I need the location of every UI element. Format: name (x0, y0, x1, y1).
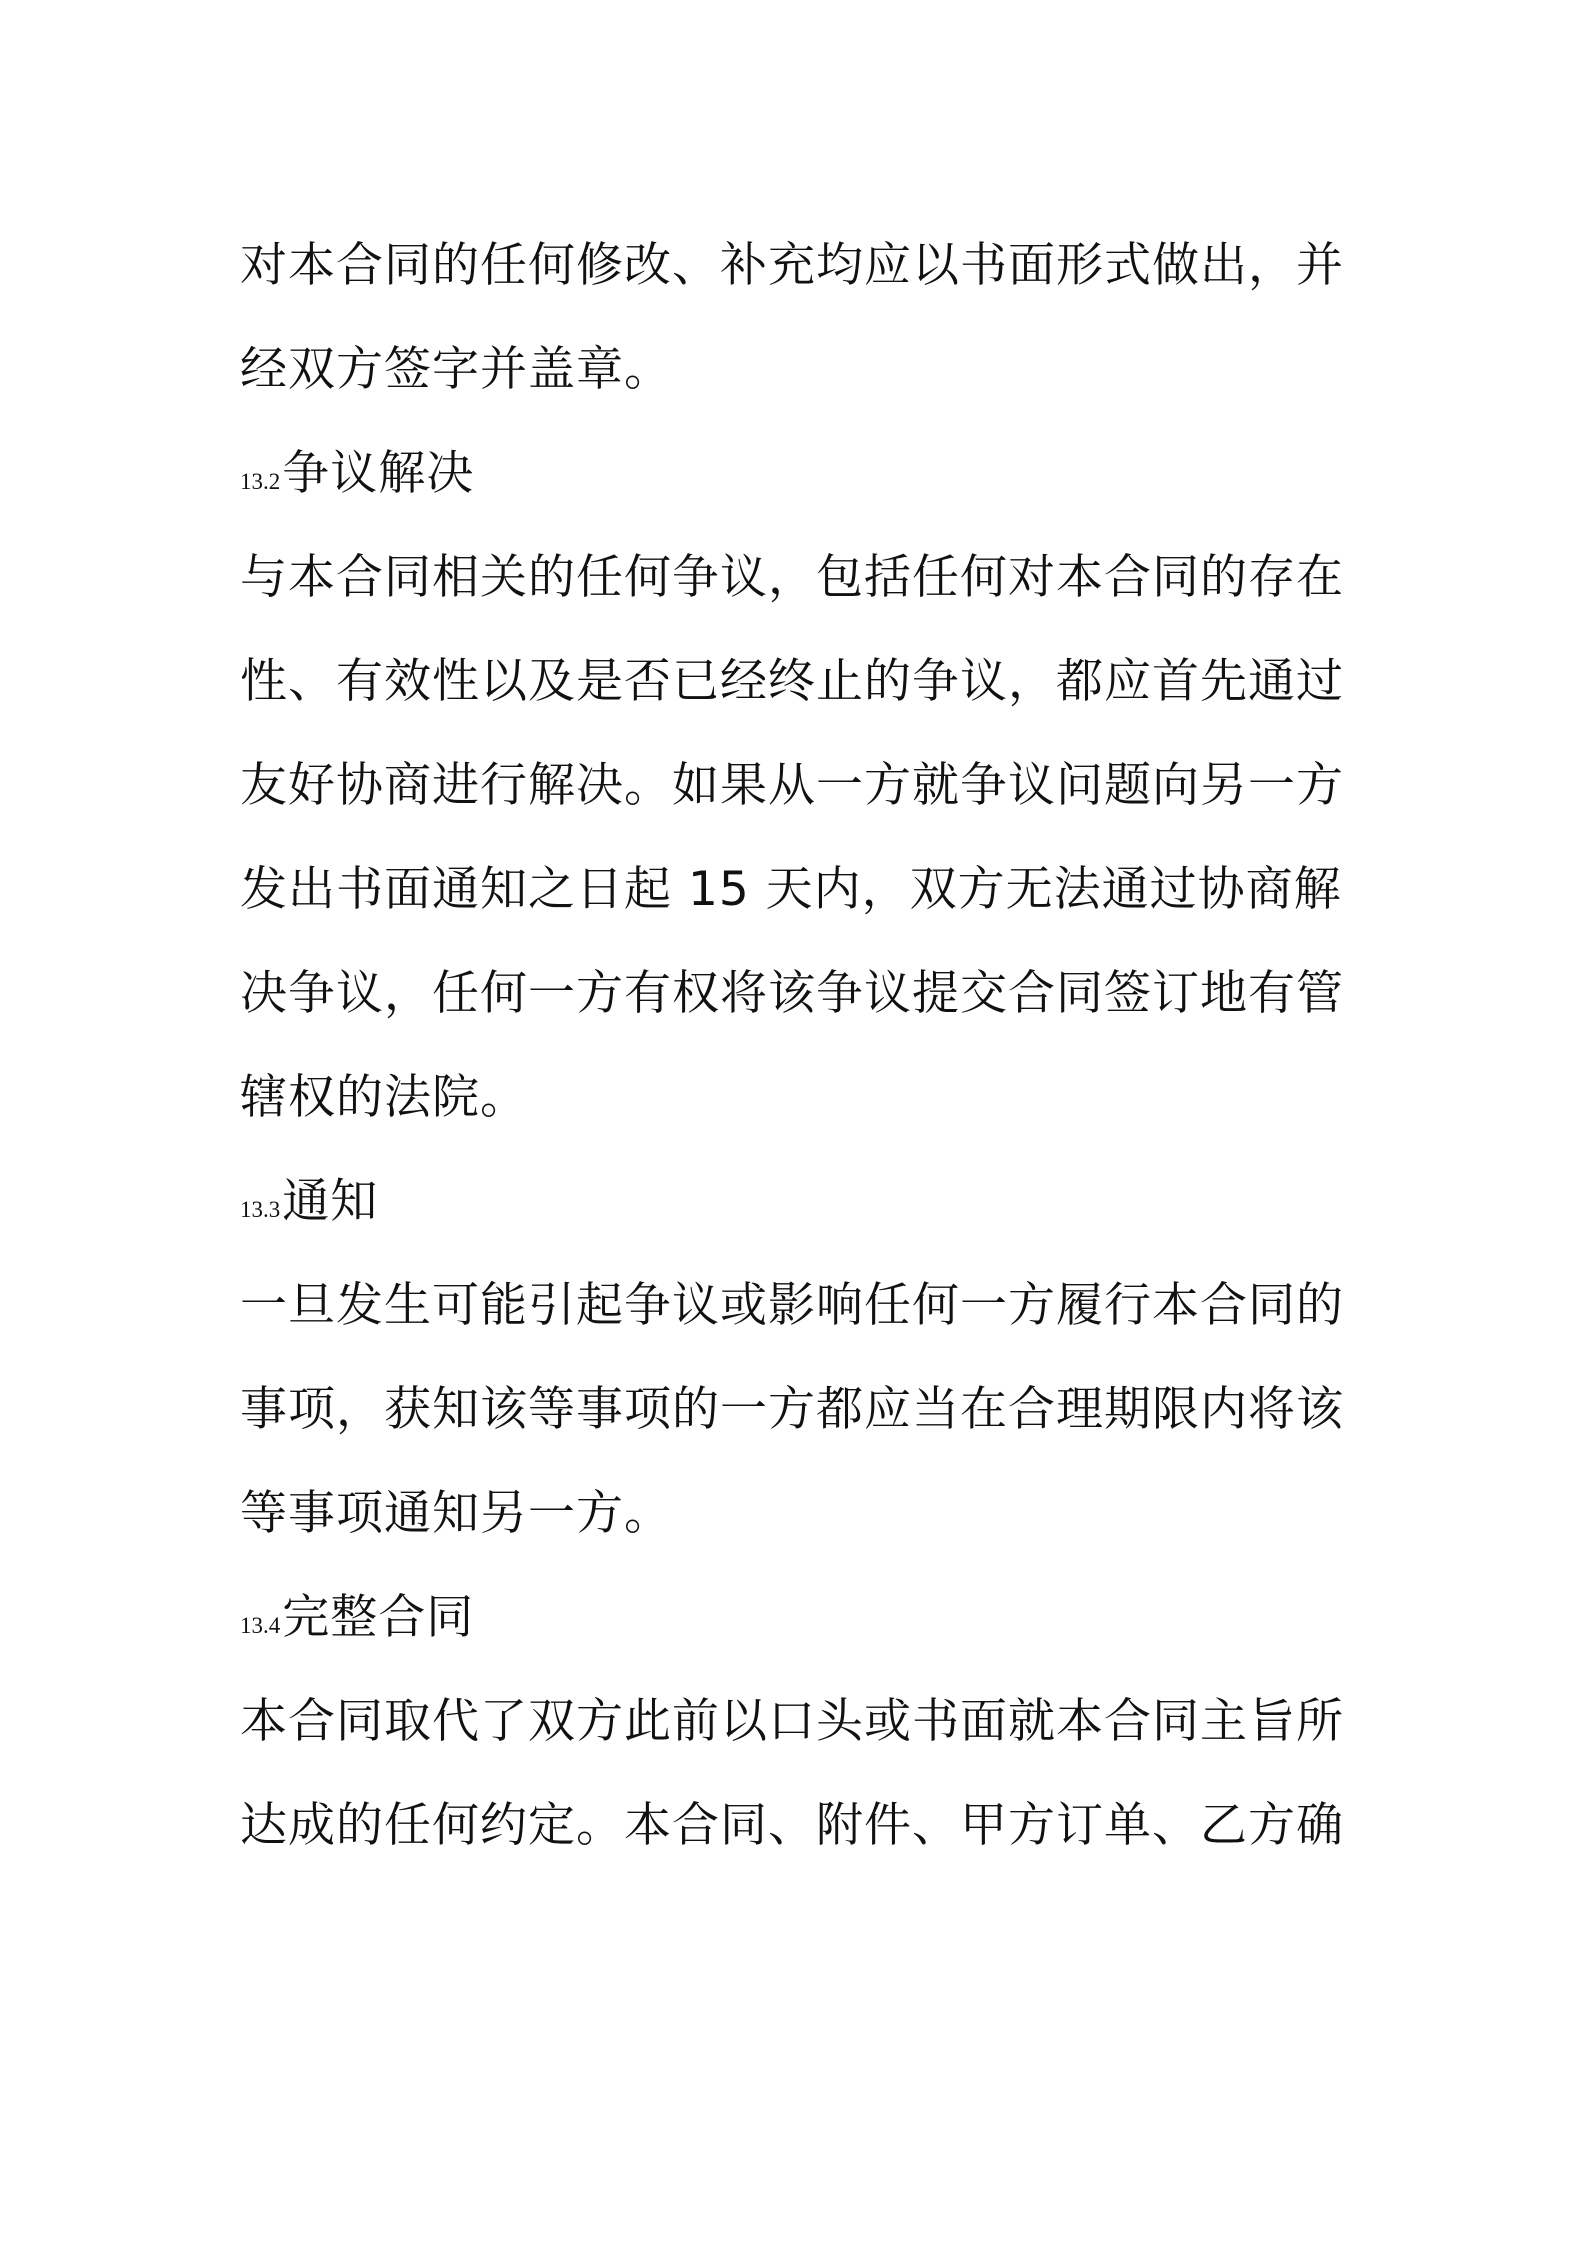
section-paragraph-entire-agreement (240, 1670, 1360, 1878)
paragraph-line: 发出书面通知之日起 15 天内，双方无法通过协商解 (240, 862, 1342, 917)
section-number: 13.4 (240, 1613, 281, 1638)
paragraph-line: 性、有效性以及是否已经终止的争议，都应首先通过 (240, 654, 1344, 709)
paragraph-line: 与本合同相关的任何争议，包括任何对本合同的存在 (240, 550, 1344, 605)
section-heading-notice (240, 1150, 1360, 1254)
section-paragraph-dispute-resolution (240, 526, 1360, 1150)
section-title: 争议解决 (282, 446, 475, 501)
paragraph-line: 等事项通知另一方。 (240, 1486, 672, 1541)
section-paragraph-notice (240, 1254, 1360, 1566)
paragraph-line: 事项，获知该等事项的一方都应当在合理期限内将该 (240, 1382, 1344, 1437)
paragraph-line: 达成的任何约定。本合同、附件、甲方订单、乙方确 (240, 1798, 1344, 1853)
section-number: 13.3 (240, 1197, 281, 1222)
paragraph-line: 辖权的法院。 (240, 1070, 528, 1125)
intro-paragraph (240, 214, 1360, 422)
section-number: 13.2 (240, 469, 281, 494)
paragraph-line: 本合同取代了双方此前以口头或书面就本合同主旨所 (240, 1694, 1344, 1749)
paragraph-line: 友好协商进行解决。如果从一方就争议问题向另一方 (240, 758, 1344, 813)
paragraph-line: 决争议，任何一方有权将该争议提交合同签订地有管 (240, 966, 1344, 1021)
section-heading-dispute-resolution (240, 422, 1360, 526)
document-body (240, 214, 1360, 1878)
paragraph-line: 对本合同的任何修改、补充均应以书面形式做出，并 (240, 238, 1344, 293)
paragraph-line: 一旦发生可能引起争议或影响任何一方履行本合同的 (240, 1278, 1344, 1333)
section-heading-entire-agreement (240, 1566, 1360, 1670)
section-title: 完整合同 (282, 1590, 475, 1645)
paragraph-line: 经双方签字并盖章。 (240, 342, 672, 397)
section-title: 通知 (282, 1174, 379, 1229)
